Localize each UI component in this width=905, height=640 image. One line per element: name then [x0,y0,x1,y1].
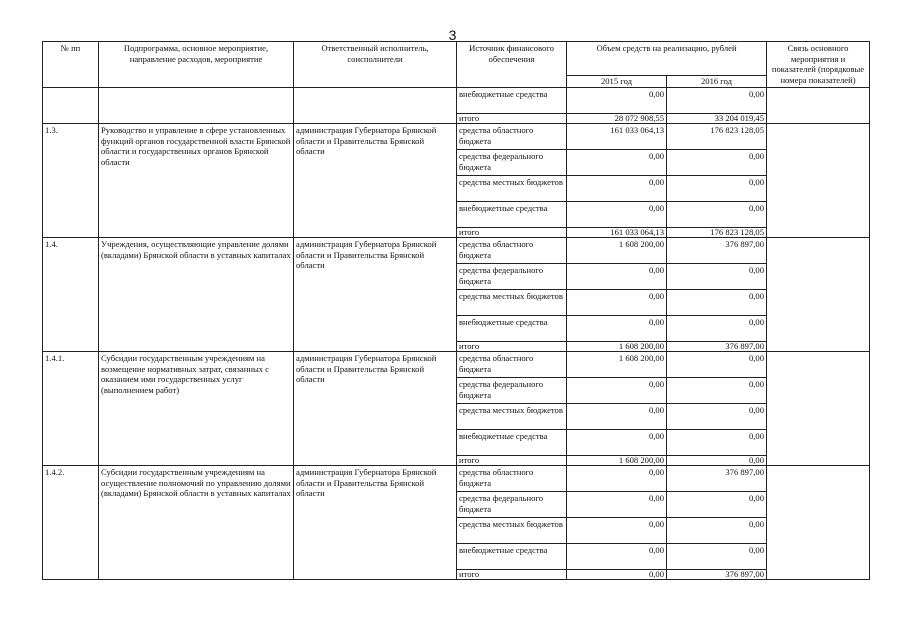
source-total: итого [457,228,567,238]
budget-table [42,41,870,580]
section-executor: администрация Губернатора Брянской области и Правительства Брянской области [294,124,457,238]
source-federal: средства федерального бюджета [457,264,567,290]
section-row-regional [43,238,870,264]
value-2016: 0,00 [667,316,767,342]
section-program: Руководство и управление в сфере установленных функций органов государственной власти Брянской области и государственных органов Брянской области [99,124,294,238]
section-program: Субсидии государственным учреждениям на осуществление полномочий по управлению долями (вкладами) Брянской области в уставных капиталах [99,466,294,580]
value-2016: 376 897,00 [667,466,767,492]
section-num: 1.3. [43,124,99,238]
total-2015: 28 072 908,55 [567,114,667,124]
value-2015: 0,00 [567,466,667,492]
source-offbudget: внебюджетные средства [457,430,567,456]
header-link: Связь основного мероприятия и показателей (порядковые номера показателей) [767,42,870,88]
source-regional: средства областного бюджета [457,466,567,492]
value-2015: 0,00 [567,404,667,430]
value-2016: 0,00 [667,290,767,316]
value-2016: 0,00 [667,202,767,228]
value-2015: 0,00 [567,264,667,290]
section-executor: администрация Губернатора Брянской области и Правительства Брянской области [294,238,457,352]
total-2016: 0,00 [667,456,767,466]
value-2015: 0,00 [567,202,667,228]
section-num: 1.4. [43,238,99,352]
source-offbudget: внебюджетные средства [457,544,567,570]
value-2016: 176 823 128,05 [667,124,767,150]
source-offbudget: внебюджетные средства [457,316,567,342]
source-regional: средства областного бюджета [457,352,567,378]
source-total: итого [457,456,567,466]
carry-program [99,88,294,124]
header-source: Источник финансового обеспечения [457,42,567,88]
section-link [767,352,870,466]
value-2015: 0,00 [567,378,667,404]
value-2015: 0,00 [567,150,667,176]
total-2015: 161 033 064,13 [567,228,667,238]
value-2015: 1 608 200,00 [567,352,667,378]
carry-row-offbudget [43,88,870,114]
value-2015: 0,00 [567,176,667,202]
total-2016: 176 823 128,05 [667,228,767,238]
source-regional: средства областного бюджета [457,238,567,264]
value-2016: 0,00 [667,518,767,544]
carry-executor [294,88,457,124]
total-2015: 0,00 [567,570,667,580]
page-number: 3 [448,27,457,43]
value-2015: 0,00 [567,518,667,544]
value-2016: 0,00 [667,264,767,290]
value-2015: 0,00 [567,430,667,456]
source-offbudget: внебюджетные средства [457,88,567,114]
total-2016: 33 204 019,45 [667,114,767,124]
value-2016: 0,00 [667,544,767,570]
section-executor: администрация Губернатора Брянской области и Правительства Брянской области [294,466,457,580]
header-num: № пп [43,42,99,88]
total-2016: 376 897,00 [667,570,767,580]
value-2015: 0,00 [567,88,667,114]
header-program: Подпрограмма, основное мероприятие, направление расходов, мероприятие [99,42,294,88]
source-total: итого [457,570,567,580]
value-2015: 0,00 [567,544,667,570]
value-2016: 0,00 [667,404,767,430]
section-executor: администрация Губернатора Брянской области и Правительства Брянской области [294,352,457,466]
source-regional: средства областного бюджета [457,124,567,150]
total-2016: 376 897,00 [667,342,767,352]
source-local: средства местных бюджетов [457,518,567,544]
source-offbudget: внебюджетные средства [457,202,567,228]
header-year-2016: 2016 год [667,76,767,88]
source-local: средства местных бюджетов [457,176,567,202]
total-2015: 1 608 200,00 [567,456,667,466]
value-2016: 0,00 [667,176,767,202]
value-2016: 0,00 [667,150,767,176]
section-row-regional [43,466,870,492]
section-link [767,124,870,238]
value-2015: 161 033 064,13 [567,124,667,150]
section-num: 1.4.1. [43,352,99,466]
value-2016: 0,00 [667,430,767,456]
value-2015: 0,00 [567,492,667,518]
section-program: Субсидии государственным учреждениям на возмещение нормативных затрат, связанных с оказанием ими государственных услуг (выполнением работ) [99,352,294,466]
value-2015: 0,00 [567,316,667,342]
carry-num [43,88,99,124]
value-2016: 0,00 [667,352,767,378]
header-year-2015: 2015 год [567,76,667,88]
header-executor: Ответственный исполнитель, соисполнители [294,42,457,88]
value-2016: 0,00 [667,378,767,404]
source-federal: средства федерального бюджета [457,150,567,176]
header-row [43,42,870,76]
section-row-regional [43,124,870,150]
value-2016: 376 897,00 [667,238,767,264]
source-local: средства местных бюджетов [457,290,567,316]
source-federal: средства федерального бюджета [457,492,567,518]
value-2015: 0,00 [567,290,667,316]
source-total: итого [457,114,567,124]
header-volume: Объем средств на реализацию, рублей [567,42,767,76]
section-program: Учреждения, осуществляющие управление долями (вкладами) Брянской области в уставных капиталах [99,238,294,352]
section-link [767,238,870,352]
section-row-regional [43,352,870,378]
value-2015: 1 608 200,00 [567,238,667,264]
source-local: средства местных бюджетов [457,404,567,430]
section-link [767,466,870,580]
value-2016: 0,00 [667,492,767,518]
section-num: 1.4.2. [43,466,99,580]
total-2015: 1 608 200,00 [567,342,667,352]
value-2016: 0,00 [667,88,767,114]
source-federal: средства федерального бюджета [457,378,567,404]
source-total: итого [457,342,567,352]
carry-link [767,88,870,124]
